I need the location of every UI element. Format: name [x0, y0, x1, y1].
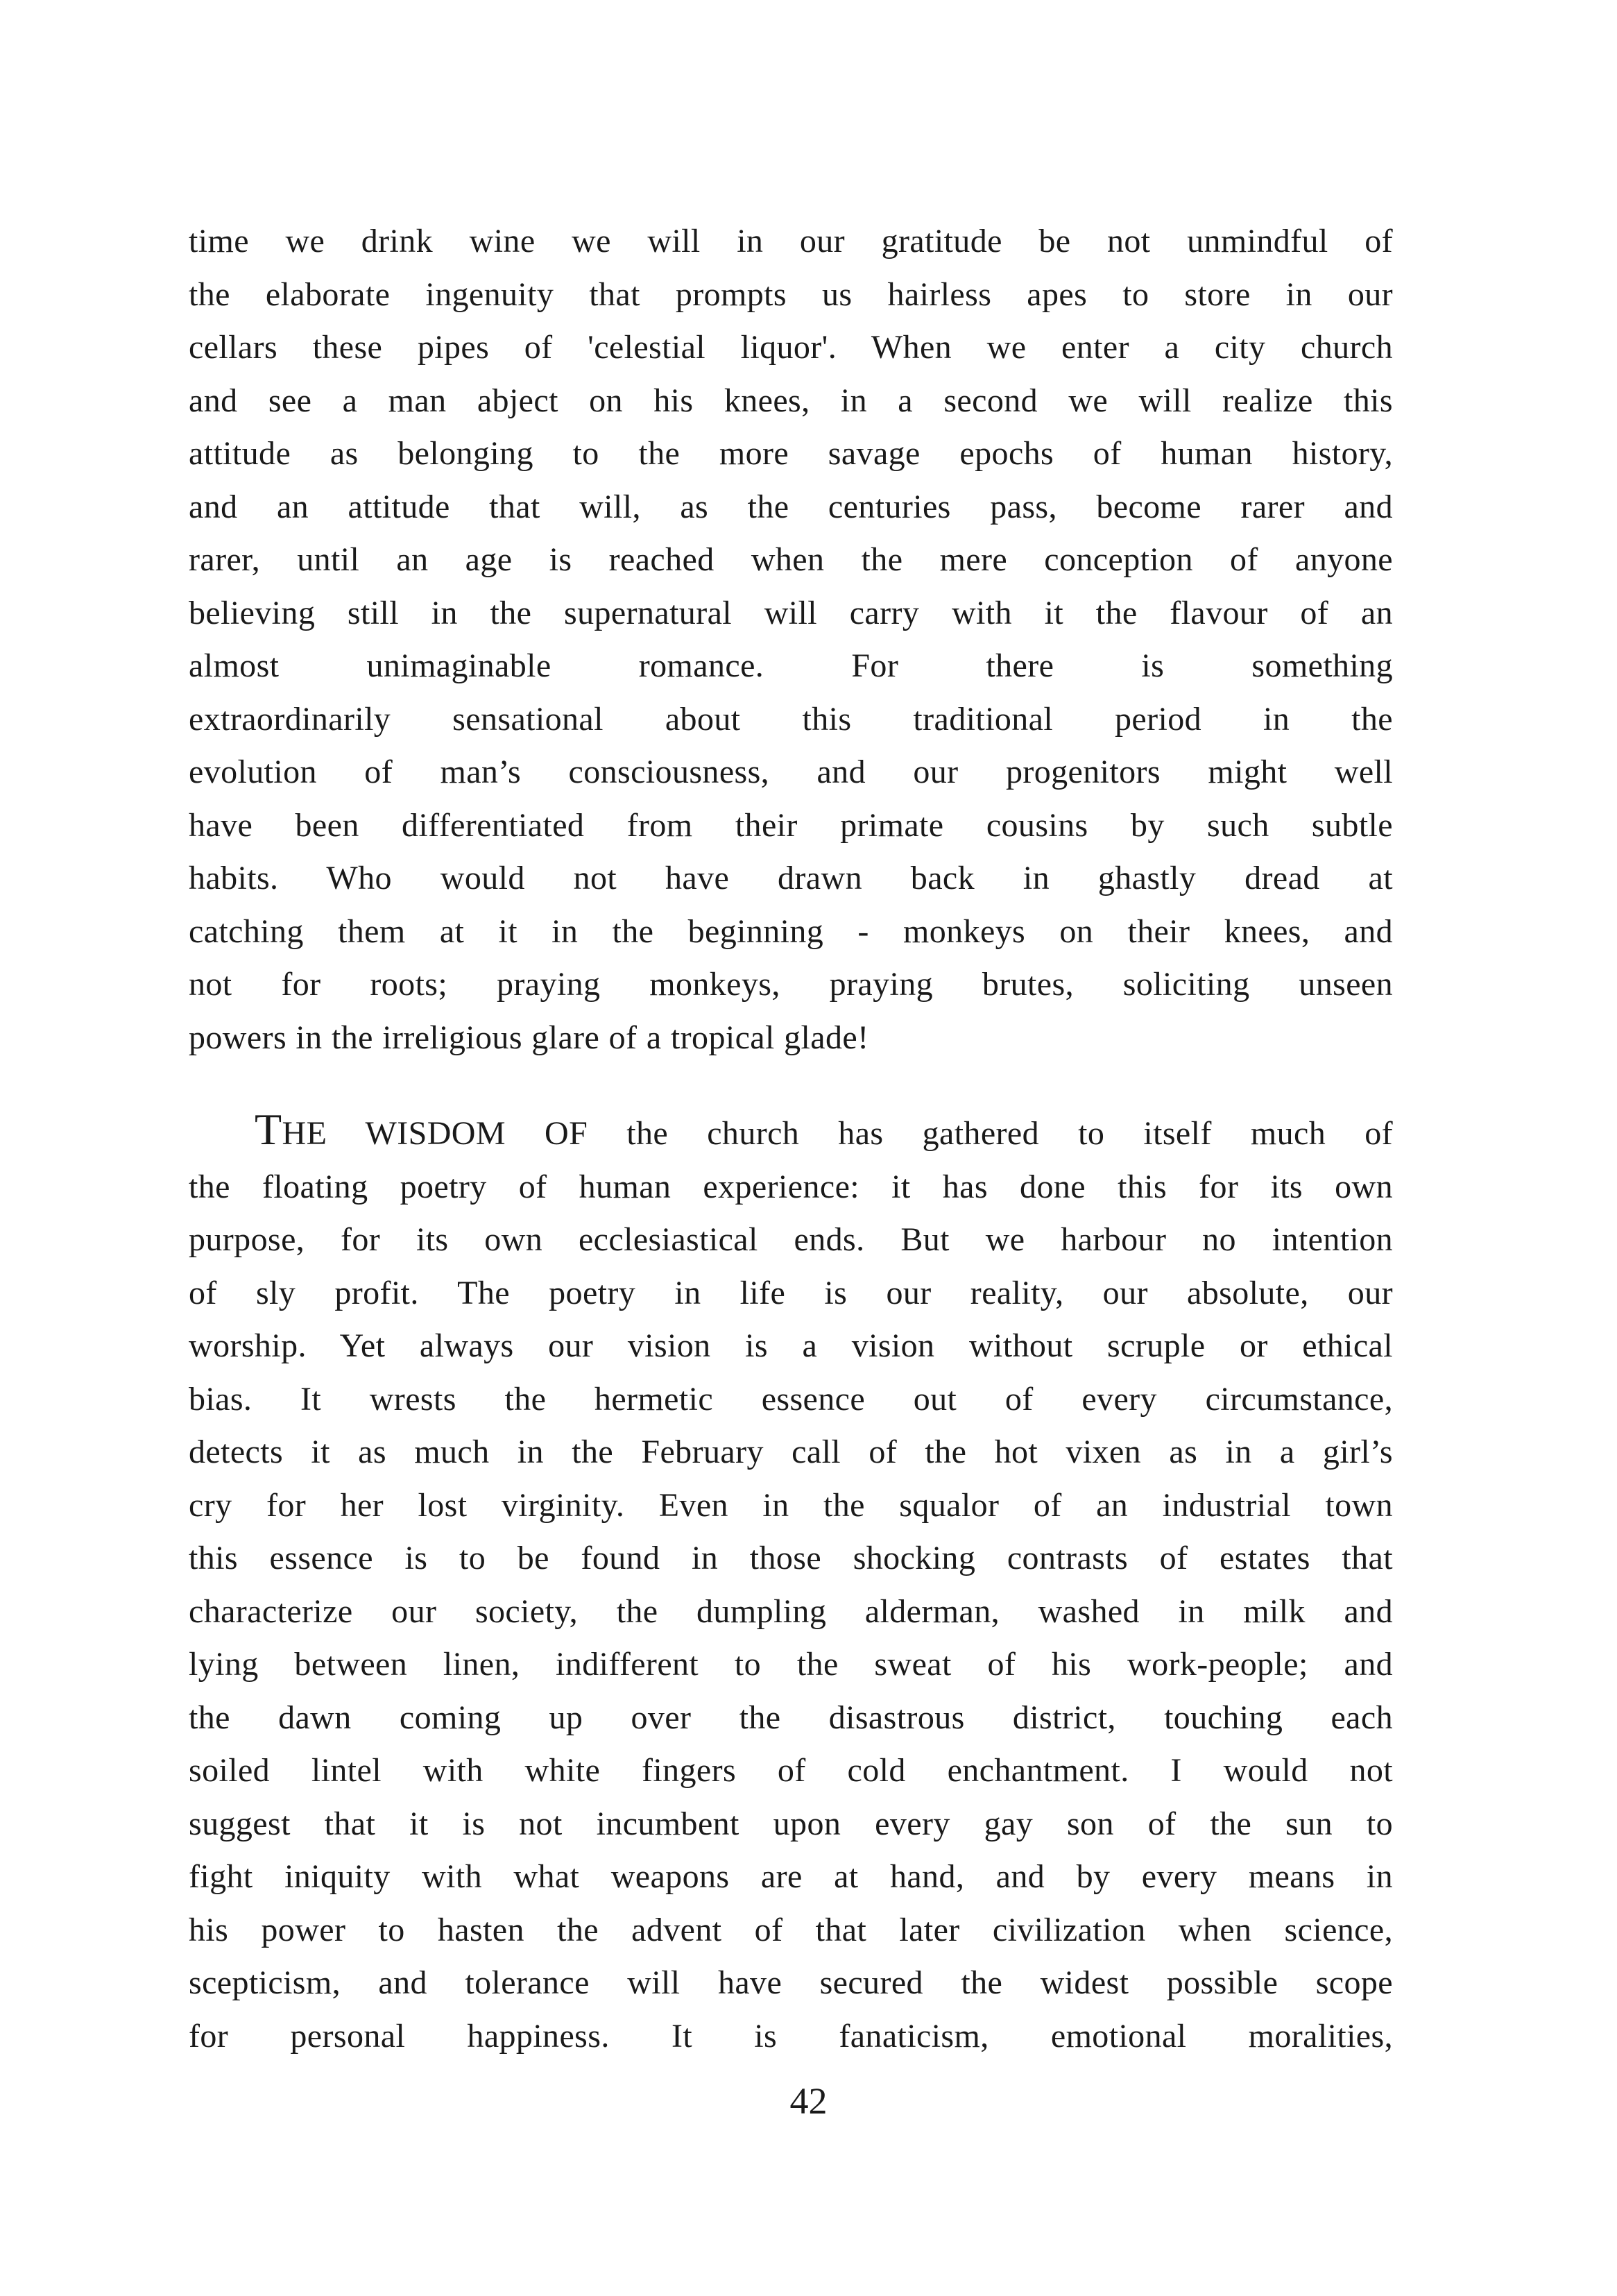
text-line: bias. It wrests the hermetic essence out of every circumstance, — [189, 1380, 1393, 1418]
paragraph-opener-caps: HE WISDOM OF — [282, 1115, 588, 1152]
text-line: time we drink wine we will in our gratitude be not unmindful of — [189, 223, 1393, 260]
paragraph-opener-rest: the church has gathered to itself much of — [588, 1115, 1393, 1152]
text-line: detects it as much in the February call of the hot vixen as in a girl’s — [189, 1434, 1393, 1470]
text-line: have been differentiated from their primate cousins by such subtle — [189, 806, 1393, 844]
text-line: cellars these pipes of 'celestial liquor'. When we enter a city church — [189, 329, 1393, 366]
text-line: almost unimaginable romance. For there is something — [189, 647, 1393, 684]
text-line: the dawn coming up over the disastrous district, touching each — [189, 1699, 1393, 1736]
text-line: of sly profit. The poetry in life is our reality, our absolute, our — [189, 1274, 1393, 1311]
text-line: the elaborate ingenuity that prompts us hairless apes to store in our — [189, 275, 1393, 313]
text-line: his power to hasten the advent of that later civilization when science, — [189, 1911, 1393, 1948]
text-line: evolution of man’s consciousness, and our progenitors might well — [189, 754, 1393, 790]
text-line: this essence is to be found in those shocking contrasts of estates that — [189, 1540, 1393, 1576]
text-block — [189, 215, 1393, 2063]
text-line: believing still in the supernatural will carry with it the flavour of an — [189, 594, 1393, 631]
paragraph — [189, 215, 1393, 1064]
page-number: 42 — [789, 2080, 828, 2122]
text-line: worship. Yet always our vision is a vision without scruple or ethical — [189, 1327, 1393, 1364]
text-line: and see a man abject on his knees, in a second we will realize this — [189, 382, 1393, 419]
text-line: the floating poetry of human experience: it has done this for its own — [189, 1168, 1393, 1205]
text-line: rarer, until an age is reached when the mere conception of anyone — [189, 541, 1393, 578]
text-line: lying between linen, indifferent to the sweat of his work-people; and — [189, 1646, 1393, 1683]
text-line: for personal happiness. It is fanaticism, emotional moralities, — [189, 2017, 1393, 2055]
text-line: scepticism, and tolerance will have secured the widest possible scope — [189, 1964, 1393, 2001]
text-line: cry for her lost virginity. Even in the squalor of an industrial town — [189, 1486, 1393, 1524]
text-line: not for roots; praying monkeys, praying brutes, soliciting unseen — [189, 966, 1393, 1003]
paragraph — [189, 1103, 1393, 2063]
text-line: soiled lintel with white fingers of cold enchantment. I would not — [189, 1752, 1393, 1789]
text-line: suggest that it is not incumbent upon every gay son of the sun to — [189, 1805, 1393, 1842]
text-line: and an attitude that will, as the centuries pass, become rarer and — [189, 488, 1393, 525]
text-line — [189, 1103, 1393, 1161]
text-line: characterize our society, the dumpling alderman, washed in milk and — [189, 1592, 1393, 1630]
text-line: extraordinarily sensational about this traditional period in the — [189, 700, 1393, 738]
text-line: attitude as belonging to the more savage epochs of human history, — [189, 435, 1393, 472]
text-line: fight iniquity with what weapons are at hand, and by every means in — [189, 1858, 1393, 1895]
text-line: habits. Who would not have drawn back in ghastly dread at — [189, 860, 1393, 896]
text-line: purpose, for its own ecclesiastical ends. But we harbour no intention — [189, 1221, 1393, 1258]
text-line: powers in the irreligious glare of a tropical glade! — [189, 1019, 869, 1056]
text-line: catching them at it in the beginning - monkeys on their knees, and — [189, 912, 1393, 950]
paragraph-opener-initial: T — [255, 1105, 282, 1154]
